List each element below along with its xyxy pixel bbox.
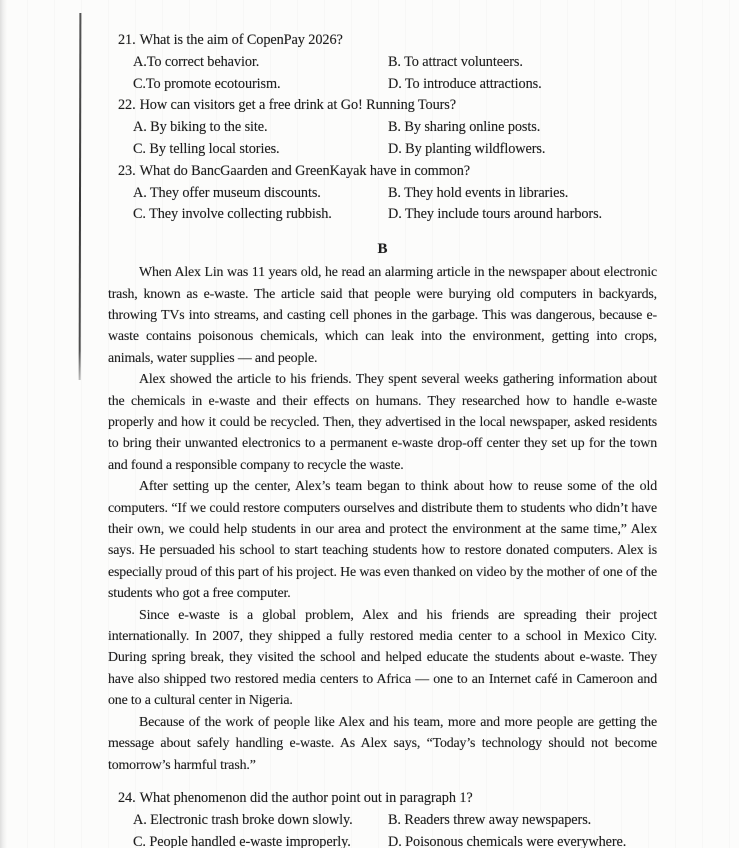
question-24 — [108, 788, 657, 848]
passage-paragraph-1: When Alex Lin was 11 years old, he read an alarming article in the newspaper about electronic trash, known as e-waste. The article said that people were burying old computers in backyards, throwing TVs into streams, and casting cell phones in the garbage. This was dangerous, because e-waste contains poisonous chemicals, which can leak into the environment, getting into crops, animals, water supplies — and people. — [108, 265, 657, 366]
page-content — [108, 30, 657, 848]
question-23 — [108, 161, 657, 226]
question-21 — [108, 30, 657, 95]
option-d: D. They include tours around harbors. — [388, 206, 603, 223]
question-text — [118, 30, 657, 52]
question-number: 22. — [118, 97, 136, 114]
option-grid — [133, 117, 657, 161]
option-d: D. By planting wildflowers. — [388, 140, 546, 157]
question-number: 23. — [118, 162, 136, 179]
binding-fold-line — [79, 13, 82, 380]
passage-paragraph-3: After setting up the center, Alex’s team began to think about how to reuse some of the old computers. “If we could restore computers ourselves and distribute them to students who didn’t have their own, we could help students in our area and protect the environment at the same time,” Alex says. He persuaded his school to start teaching students how to restore donated computers. Alex is especially proud of this part of his project. He was even thanked on video by the mother of one of the students who got a free computer. — [108, 479, 657, 602]
question-text — [118, 95, 657, 117]
option-c: C.To promote ecotourism. — [133, 75, 281, 92]
option-b: B. By sharing online posts. — [388, 119, 541, 136]
questions-21-23 — [108, 30, 657, 226]
option-grid — [133, 183, 657, 227]
option-a: A. By biking to the site. — [133, 119, 268, 136]
option-d: D. Poisonous chemicals were everywhere. — [388, 833, 627, 848]
option-b: B. To attract volunteers. — [388, 53, 523, 70]
option-b: B. They hold events in libraries. — [388, 184, 569, 201]
reading-passage — [108, 262, 657, 776]
question-text — [118, 788, 657, 810]
option-a: A.To correct behavior. — [133, 53, 260, 70]
passage-paragraph-2: Alex showed the article to his friends. They spent several weeks gathering information about the chemicals in e-waste and their effects on humans. They researched how to handle e-waste properly and how it could be recycled. Then, they advertised in the local newspaper, asked residents to bring their unwanted electronics to a permanent e-waste drop-off center they set up for the town and found a responsible company to recycle the waste. — [108, 372, 657, 473]
question-stem: What do BancGaarden and GreenKayak have in common? — [139, 162, 471, 179]
passage-paragraph-5: Because of the work of people like Alex and his team, more and more people are getting the message about safely handling e-waste. As Alex says, “Today’s technology should not become tomorrow’s harmful trash.” — [108, 714, 657, 773]
question-22 — [108, 95, 657, 160]
option-a: A. Electronic trash broke down slowly. — [133, 811, 353, 828]
option-d: D. To introduce attractions. — [388, 75, 542, 92]
passage-section-heading: B — [377, 241, 388, 258]
option-b: B. Readers threw away newspapers. — [388, 811, 592, 828]
question-number: 24. — [118, 790, 136, 806]
question-stem: What phenomenon did the author point out in paragraph 1? — [139, 790, 473, 806]
option-c: C. By telling local stories. — [133, 140, 280, 157]
option-grid — [133, 810, 657, 848]
question-text — [118, 161, 657, 183]
option-a: A. They offer museum discounts. — [133, 184, 321, 201]
scan-edge-shadow — [0, 0, 7, 848]
question-number: 21. — [118, 32, 136, 48]
question-stem: How can visitors get a free drink at Go! Running Tours? — [139, 97, 457, 114]
option-c: C. They involve collecting rubbish. — [133, 206, 332, 223]
question-stem: What is the aim of CopenPay 2026? — [139, 32, 343, 48]
option-c: C. People handled e-waste improperly. — [133, 833, 351, 848]
option-grid — [133, 52, 657, 96]
passage-paragraph-4: Since e-waste is a global problem, Alex and his friends are spreading their project internationally. In 2007, they shipped a fully restored media center to a school in Mexico City. During spring break, they visited the school and helped educate the students about e-waste. They have also shipped two restored media centers to Africa — one to an Internet café in Cameroon and one to a cultural center in Nigeria. — [108, 607, 657, 709]
